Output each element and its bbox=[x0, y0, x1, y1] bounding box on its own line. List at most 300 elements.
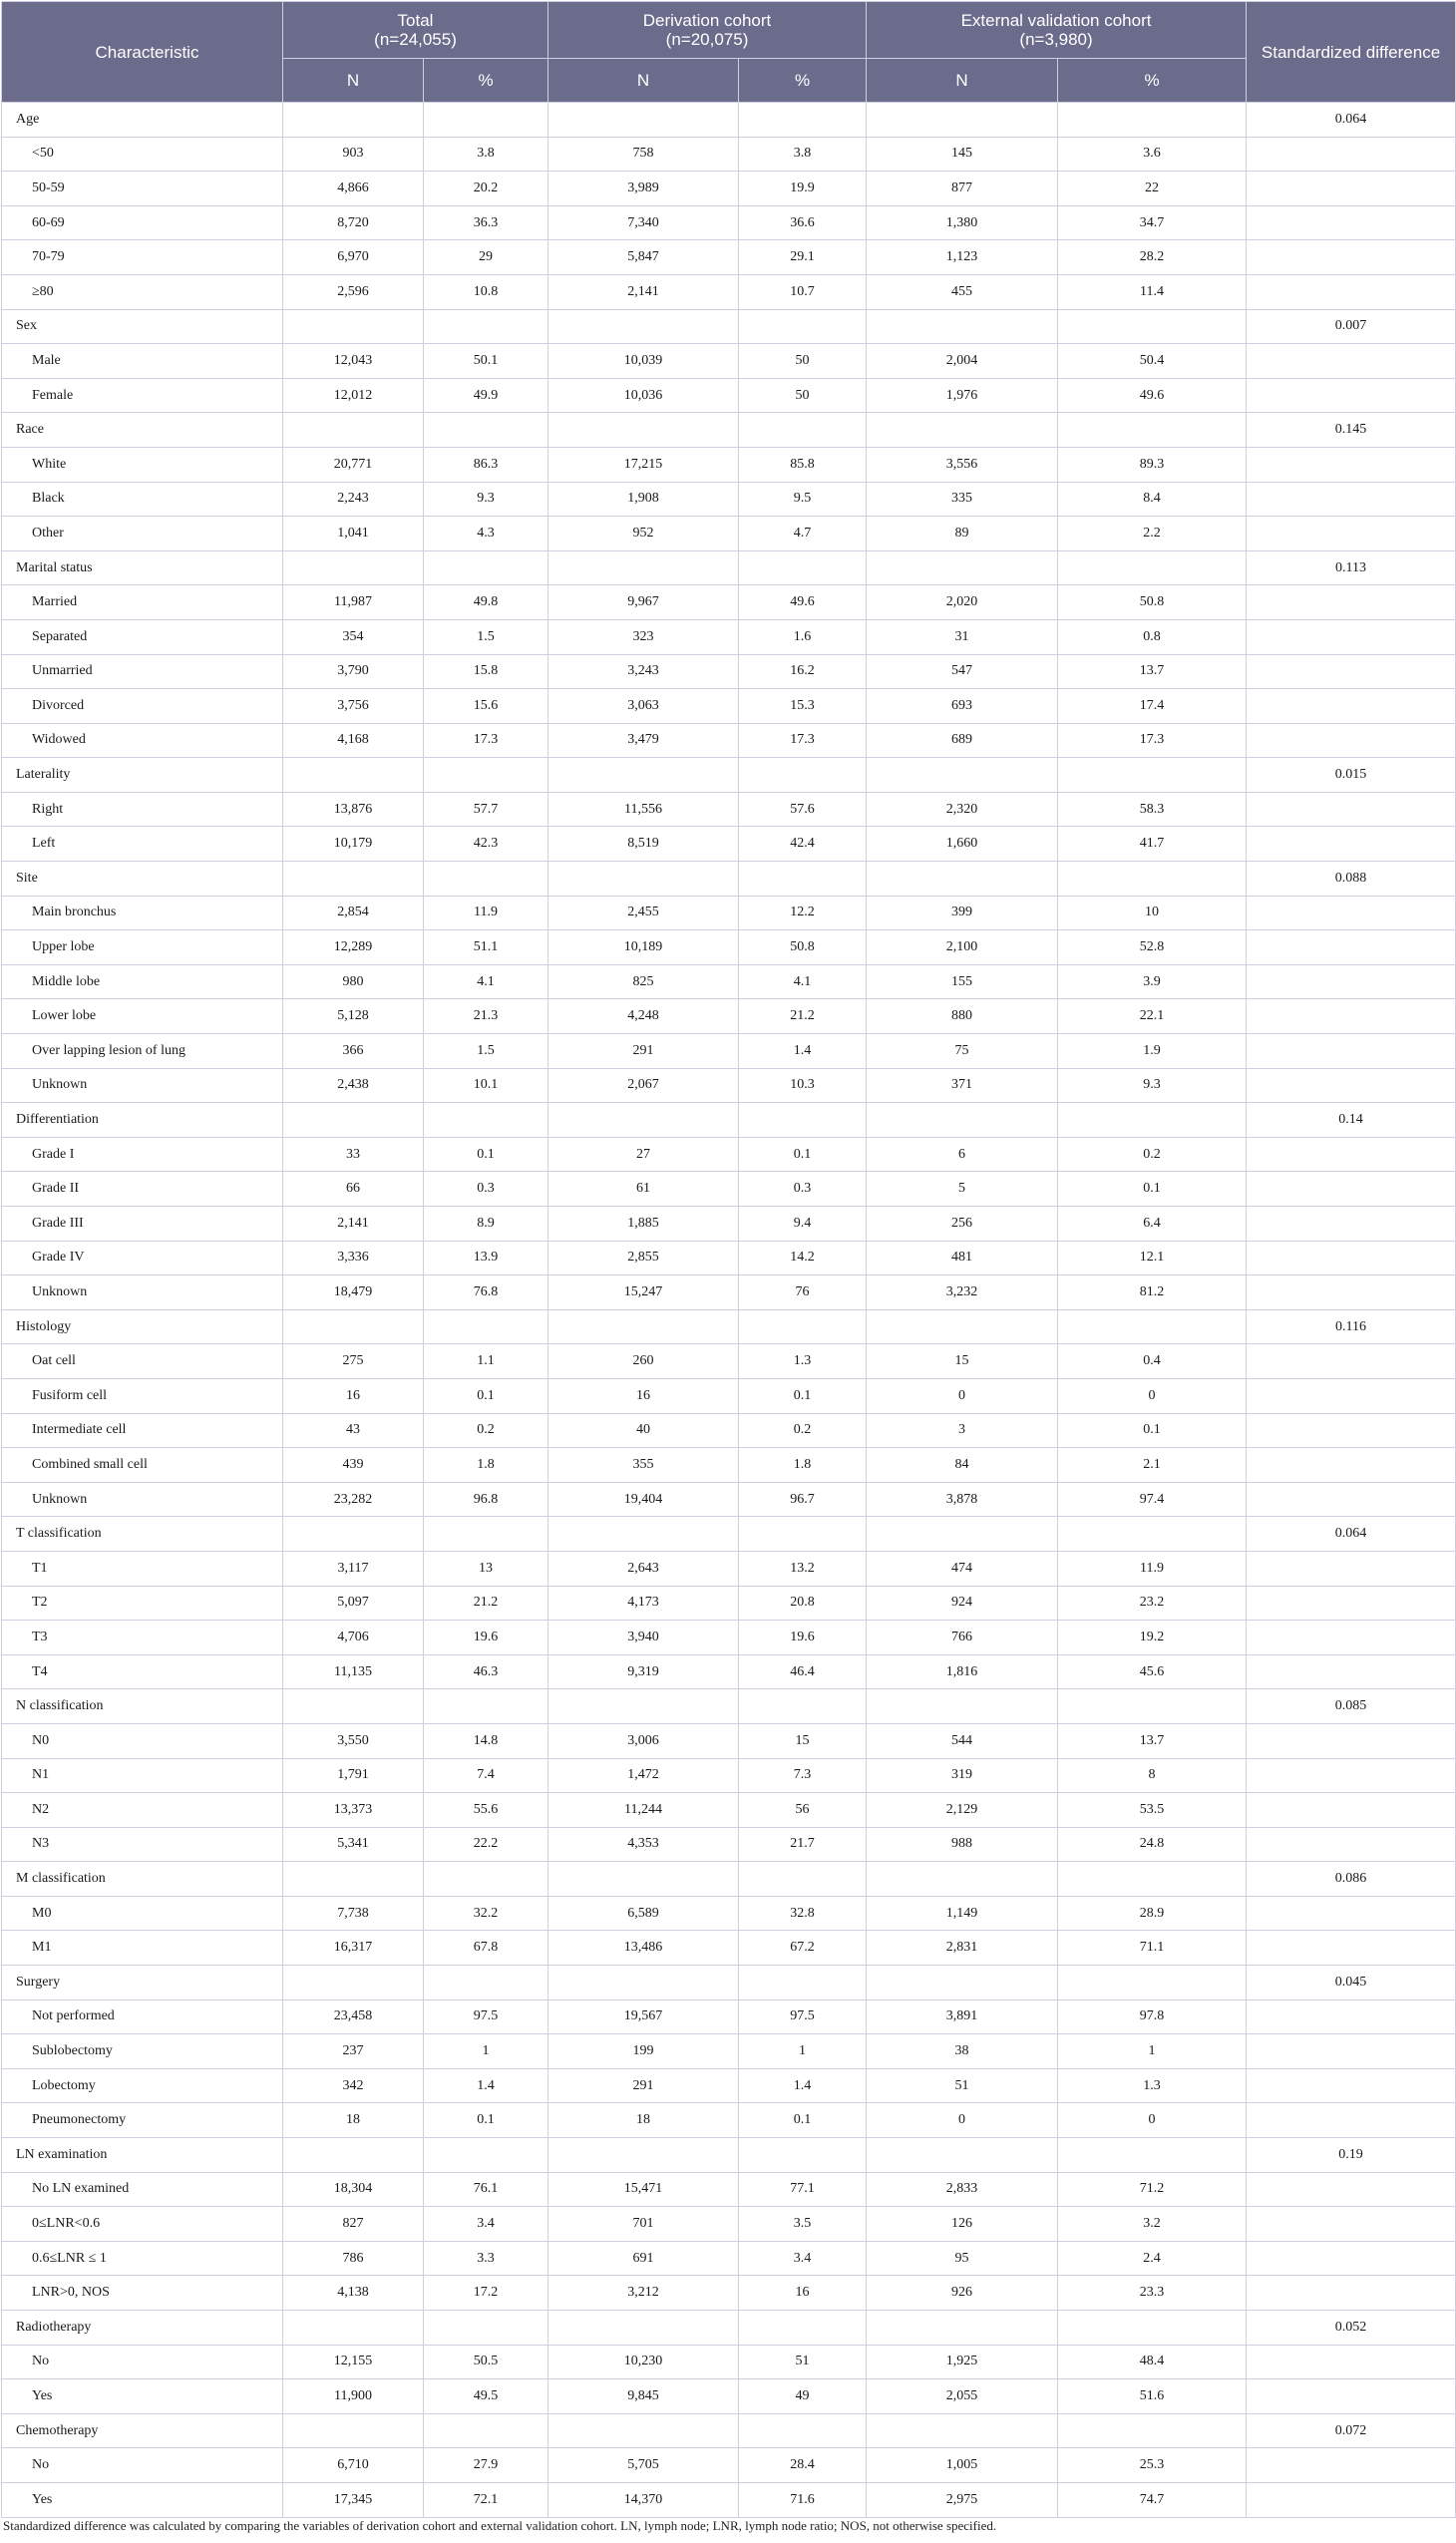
standardized-difference-value: 0.14 bbox=[1247, 1103, 1456, 1138]
derivation-pct: 0.1 bbox=[739, 2103, 867, 2138]
derivation-pct: 97.5 bbox=[739, 1999, 867, 2034]
validation-pct: 1.3 bbox=[1058, 2068, 1247, 2103]
total-pct: 96.8 bbox=[424, 1482, 548, 1517]
table-row bbox=[2, 2103, 1456, 2138]
empty-cell bbox=[424, 550, 548, 585]
row-label: Female bbox=[2, 378, 283, 413]
total-pct: 10.1 bbox=[424, 1068, 548, 1103]
validation-pct: 2.4 bbox=[1058, 2241, 1247, 2276]
total-n: 23,458 bbox=[283, 1999, 424, 2034]
table-row bbox=[2, 2034, 1456, 2069]
validation-pct: 8 bbox=[1058, 1758, 1247, 1793]
table-row bbox=[2, 1241, 1456, 1275]
total-pct: 0.1 bbox=[424, 2103, 548, 2138]
derivation-pct: 21.2 bbox=[739, 999, 867, 1034]
table-row bbox=[2, 137, 1456, 172]
row-label: Fusiform cell bbox=[2, 1378, 283, 1413]
total-pct: 1.8 bbox=[424, 1448, 548, 1483]
derivation-n: 691 bbox=[548, 2241, 739, 2276]
table-row bbox=[2, 1413, 1456, 1448]
table-row bbox=[2, 1207, 1456, 1242]
total-pct: 50.1 bbox=[424, 344, 548, 379]
standardized-difference-value: 0.045 bbox=[1247, 1966, 1456, 2000]
total-n: 4,706 bbox=[283, 1621, 424, 1655]
header-derivation bbox=[548, 2, 867, 59]
validation-pct: 0.4 bbox=[1058, 1344, 1247, 1379]
empty-cell bbox=[867, 2311, 1058, 2346]
total-pct: 72.1 bbox=[424, 2482, 548, 2517]
empty-cell bbox=[867, 1103, 1058, 1138]
validation-pct: 74.7 bbox=[1058, 2482, 1247, 2517]
derivation-pct: 16 bbox=[739, 2276, 867, 2311]
total-n: 16 bbox=[283, 1378, 424, 1413]
standardized-difference-value: 0.072 bbox=[1247, 2413, 1456, 2448]
total-n: 18 bbox=[283, 2103, 424, 2138]
empty-cell bbox=[739, 1103, 867, 1138]
empty-cell bbox=[1058, 2413, 1247, 2448]
derivation-pct: 0.1 bbox=[739, 1137, 867, 1172]
table-row bbox=[2, 1999, 1456, 2034]
empty-cell bbox=[1247, 205, 1456, 240]
row-label: T2 bbox=[2, 1586, 283, 1621]
empty-cell bbox=[1247, 1172, 1456, 1207]
baseline-characteristics-table-wrapper bbox=[1, 1, 1455, 2518]
row-label: Grade I bbox=[2, 1137, 283, 1172]
header-validation-n-label: N bbox=[867, 59, 1058, 103]
row-label: No LN examined bbox=[2, 2172, 283, 2207]
validation-n: 2,129 bbox=[867, 1793, 1058, 1828]
header-total-pct-label: % bbox=[424, 59, 548, 103]
empty-cell bbox=[283, 550, 424, 585]
validation-n: 880 bbox=[867, 999, 1058, 1034]
table-row bbox=[2, 723, 1456, 758]
empty-cell bbox=[283, 2311, 424, 2346]
row-label: Male bbox=[2, 344, 283, 379]
total-n: 12,155 bbox=[283, 2345, 424, 2379]
empty-cell bbox=[1247, 2241, 1456, 2276]
empty-cell bbox=[1247, 2276, 1456, 2311]
total-pct: 17.3 bbox=[424, 723, 548, 758]
total-n: 10,179 bbox=[283, 827, 424, 862]
header-total-title: Total bbox=[397, 11, 434, 30]
empty-cell bbox=[867, 1309, 1058, 1344]
category-label: T classification bbox=[2, 1517, 283, 1552]
derivation-pct: 85.8 bbox=[739, 447, 867, 482]
row-label: Left bbox=[2, 827, 283, 862]
validation-pct: 41.7 bbox=[1058, 827, 1247, 862]
row-label: Combined small cell bbox=[2, 1448, 283, 1483]
row-label: ≥80 bbox=[2, 274, 283, 309]
derivation-n: 6,589 bbox=[548, 1896, 739, 1931]
row-label: Unknown bbox=[2, 1482, 283, 1517]
row-label: T1 bbox=[2, 1551, 283, 1586]
empty-cell bbox=[1247, 999, 1456, 1034]
total-pct: 1.1 bbox=[424, 1344, 548, 1379]
row-label: Yes bbox=[2, 2379, 283, 2414]
category-row bbox=[2, 1966, 1456, 2000]
standardized-difference-value: 0.19 bbox=[1247, 2138, 1456, 2173]
empty-cell bbox=[1058, 2311, 1247, 2346]
standardized-difference-value: 0.052 bbox=[1247, 2311, 1456, 2346]
empty-cell bbox=[283, 2138, 424, 2173]
validation-n: 544 bbox=[867, 1723, 1058, 1758]
empty-cell bbox=[424, 2311, 548, 2346]
table-row bbox=[2, 619, 1456, 654]
table-body bbox=[2, 103, 1456, 2518]
table-row bbox=[2, 2241, 1456, 2276]
category-label: Age bbox=[2, 103, 283, 138]
table-row bbox=[2, 2482, 1456, 2517]
empty-cell bbox=[739, 309, 867, 344]
empty-cell bbox=[739, 862, 867, 897]
table-row bbox=[2, 689, 1456, 724]
derivation-n: 291 bbox=[548, 2068, 739, 2103]
table-row bbox=[2, 2379, 1456, 2414]
validation-pct: 53.5 bbox=[1058, 1793, 1247, 1828]
derivation-pct: 16.2 bbox=[739, 654, 867, 689]
empty-cell bbox=[1058, 1862, 1247, 1897]
derivation-pct: 15.3 bbox=[739, 689, 867, 724]
table-row bbox=[2, 1827, 1456, 1862]
category-label: Sex bbox=[2, 309, 283, 344]
total-n: 12,012 bbox=[283, 378, 424, 413]
empty-cell bbox=[1247, 274, 1456, 309]
standardized-difference-value: 0.085 bbox=[1247, 1689, 1456, 1724]
row-label: Grade III bbox=[2, 1207, 283, 1242]
validation-pct: 28.9 bbox=[1058, 1896, 1247, 1931]
table-row bbox=[2, 2068, 1456, 2103]
row-label: Lower lobe bbox=[2, 999, 283, 1034]
row-label: Unknown bbox=[2, 1068, 283, 1103]
validation-n: 1,976 bbox=[867, 378, 1058, 413]
derivation-n: 7,340 bbox=[548, 205, 739, 240]
total-pct: 21.2 bbox=[424, 1586, 548, 1621]
derivation-n: 15,471 bbox=[548, 2172, 739, 2207]
empty-cell bbox=[283, 1517, 424, 1552]
empty-cell bbox=[1247, 689, 1456, 724]
total-pct: 0.1 bbox=[424, 1378, 548, 1413]
validation-n: 319 bbox=[867, 1758, 1058, 1793]
empty-cell bbox=[1247, 1344, 1456, 1379]
derivation-pct: 19.9 bbox=[739, 172, 867, 206]
empty-cell bbox=[424, 1309, 548, 1344]
total-n: 5,097 bbox=[283, 1586, 424, 1621]
validation-pct: 45.6 bbox=[1058, 1654, 1247, 1689]
total-n: 3,117 bbox=[283, 1551, 424, 1586]
empty-cell bbox=[867, 550, 1058, 585]
total-n: 3,790 bbox=[283, 654, 424, 689]
derivation-pct: 1.8 bbox=[739, 1448, 867, 1483]
empty-cell bbox=[1058, 1517, 1247, 1552]
row-label: LNR>0, NOS bbox=[2, 2276, 283, 2311]
validation-pct: 0 bbox=[1058, 1378, 1247, 1413]
category-row bbox=[2, 2311, 1456, 2346]
validation-n: 481 bbox=[867, 1241, 1058, 1275]
empty-cell bbox=[867, 2138, 1058, 2173]
derivation-n: 1,908 bbox=[548, 482, 739, 517]
derivation-n: 4,173 bbox=[548, 1586, 739, 1621]
derivation-n: 10,039 bbox=[548, 344, 739, 379]
empty-cell bbox=[1247, 1723, 1456, 1758]
derivation-n: 14,370 bbox=[548, 2482, 739, 2517]
validation-n: 474 bbox=[867, 1551, 1058, 1586]
total-n: 11,987 bbox=[283, 585, 424, 620]
table-row bbox=[2, 1448, 1456, 1483]
row-label: N1 bbox=[2, 1758, 283, 1793]
table-row bbox=[2, 1586, 1456, 1621]
derivation-pct: 21.7 bbox=[739, 1827, 867, 1862]
category-row bbox=[2, 103, 1456, 138]
derivation-pct: 1.6 bbox=[739, 619, 867, 654]
empty-cell bbox=[1058, 1103, 1247, 1138]
validation-pct: 13.7 bbox=[1058, 1723, 1247, 1758]
standardized-difference-value: 0.007 bbox=[1247, 309, 1456, 344]
derivation-pct: 3.8 bbox=[739, 137, 867, 172]
empty-cell bbox=[739, 413, 867, 448]
empty-cell bbox=[739, 1689, 867, 1724]
validation-n: 335 bbox=[867, 482, 1058, 517]
table-row bbox=[2, 240, 1456, 275]
empty-cell bbox=[1247, 447, 1456, 482]
table-row bbox=[2, 2207, 1456, 2242]
total-n: 1,791 bbox=[283, 1758, 424, 1793]
row-label: Right bbox=[2, 792, 283, 827]
validation-pct: 25.3 bbox=[1058, 2448, 1247, 2483]
total-n: 2,141 bbox=[283, 1207, 424, 1242]
derivation-n: 1,885 bbox=[548, 1207, 739, 1242]
derivation-n: 61 bbox=[548, 1172, 739, 1207]
derivation-n: 3,479 bbox=[548, 723, 739, 758]
empty-cell bbox=[1247, 1482, 1456, 1517]
total-pct: 13.9 bbox=[424, 1241, 548, 1275]
validation-n: 0 bbox=[867, 1378, 1058, 1413]
empty-cell bbox=[1247, 2172, 1456, 2207]
row-label: Lobectomy bbox=[2, 2068, 283, 2103]
standardized-difference-value: 0.113 bbox=[1247, 550, 1456, 585]
validation-n: 0 bbox=[867, 2103, 1058, 2138]
empty-cell bbox=[1058, 862, 1247, 897]
table-row bbox=[2, 2345, 1456, 2379]
category-label: Race bbox=[2, 413, 283, 448]
derivation-pct: 13.2 bbox=[739, 1551, 867, 1586]
total-pct: 4.3 bbox=[424, 517, 548, 551]
empty-cell bbox=[1058, 1966, 1247, 2000]
header-total-n: (n=24,055) bbox=[374, 30, 457, 49]
standardized-difference-value: 0.086 bbox=[1247, 1862, 1456, 1897]
category-row bbox=[2, 1309, 1456, 1344]
derivation-n: 4,353 bbox=[548, 1827, 739, 1862]
total-pct: 4.1 bbox=[424, 964, 548, 999]
category-row bbox=[2, 1517, 1456, 1552]
total-pct: 50.5 bbox=[424, 2345, 548, 2379]
total-n: 342 bbox=[283, 2068, 424, 2103]
validation-pct: 24.8 bbox=[1058, 1827, 1247, 1862]
empty-cell bbox=[1247, 1586, 1456, 1621]
empty-cell bbox=[424, 103, 548, 138]
total-n: 3,550 bbox=[283, 1723, 424, 1758]
validation-n: 399 bbox=[867, 896, 1058, 930]
empty-cell bbox=[867, 309, 1058, 344]
empty-cell bbox=[1058, 309, 1247, 344]
validation-n: 924 bbox=[867, 1586, 1058, 1621]
derivation-pct: 50 bbox=[739, 378, 867, 413]
total-pct: 29 bbox=[424, 240, 548, 275]
row-label: N3 bbox=[2, 1827, 283, 1862]
validation-n: 145 bbox=[867, 137, 1058, 172]
validation-n: 1,123 bbox=[867, 240, 1058, 275]
total-pct: 0.3 bbox=[424, 1172, 548, 1207]
header-validation bbox=[867, 2, 1247, 59]
validation-pct: 23.2 bbox=[1058, 1586, 1247, 1621]
derivation-pct: 0.1 bbox=[739, 1378, 867, 1413]
category-label: M classification bbox=[2, 1862, 283, 1897]
validation-pct: 19.2 bbox=[1058, 1621, 1247, 1655]
validation-pct: 28.2 bbox=[1058, 240, 1247, 275]
empty-cell bbox=[283, 1103, 424, 1138]
total-pct: 21.3 bbox=[424, 999, 548, 1034]
validation-n: 689 bbox=[867, 723, 1058, 758]
total-n: 237 bbox=[283, 2034, 424, 2069]
header-total bbox=[283, 2, 548, 59]
empty-cell bbox=[739, 103, 867, 138]
empty-cell bbox=[424, 862, 548, 897]
derivation-pct: 36.6 bbox=[739, 205, 867, 240]
derivation-pct: 76 bbox=[739, 1275, 867, 1310]
row-label: Oat cell bbox=[2, 1344, 283, 1379]
total-n: 13,876 bbox=[283, 792, 424, 827]
row-label: No bbox=[2, 2448, 283, 2483]
empty-cell bbox=[1247, 172, 1456, 206]
standardized-difference-value: 0.116 bbox=[1247, 1309, 1456, 1344]
total-pct: 36.3 bbox=[424, 205, 548, 240]
empty-cell bbox=[1247, 964, 1456, 999]
empty-cell bbox=[1058, 758, 1247, 793]
empty-cell bbox=[739, 758, 867, 793]
derivation-pct: 10.3 bbox=[739, 1068, 867, 1103]
category-row bbox=[2, 2138, 1456, 2173]
validation-n: 3,878 bbox=[867, 1482, 1058, 1517]
derivation-pct: 67.2 bbox=[739, 1931, 867, 1966]
validation-n: 926 bbox=[867, 2276, 1058, 2311]
row-label: T3 bbox=[2, 1621, 283, 1655]
total-pct: 1.4 bbox=[424, 2068, 548, 2103]
header-derivation-pct-label: % bbox=[739, 59, 867, 103]
validation-n: 1,660 bbox=[867, 827, 1058, 862]
empty-cell bbox=[1247, 482, 1456, 517]
empty-cell bbox=[424, 2413, 548, 2448]
total-n: 2,854 bbox=[283, 896, 424, 930]
empty-cell bbox=[1247, 827, 1456, 862]
derivation-n: 13,486 bbox=[548, 1931, 739, 1966]
derivation-pct: 3.5 bbox=[739, 2207, 867, 2242]
empty-cell bbox=[739, 2413, 867, 2448]
table-row bbox=[2, 1344, 1456, 1379]
row-label: Widowed bbox=[2, 723, 283, 758]
validation-pct: 6.4 bbox=[1058, 1207, 1247, 1242]
derivation-n: 17,215 bbox=[548, 447, 739, 482]
total-pct: 1 bbox=[424, 2034, 548, 2069]
total-n: 980 bbox=[283, 964, 424, 999]
total-n: 7,738 bbox=[283, 1896, 424, 1931]
table-row bbox=[2, 1275, 1456, 1310]
total-n: 12,043 bbox=[283, 344, 424, 379]
derivation-pct: 29.1 bbox=[739, 240, 867, 275]
validation-n: 1,149 bbox=[867, 1896, 1058, 1931]
empty-cell bbox=[424, 758, 548, 793]
category-row bbox=[2, 1862, 1456, 1897]
category-row bbox=[2, 413, 1456, 448]
total-n: 354 bbox=[283, 619, 424, 654]
total-pct: 76.8 bbox=[424, 1275, 548, 1310]
row-label: Grade IV bbox=[2, 1241, 283, 1275]
validation-n: 2,320 bbox=[867, 792, 1058, 827]
empty-cell bbox=[1058, 550, 1247, 585]
empty-cell bbox=[739, 1862, 867, 1897]
row-label: 0≤LNR<0.6 bbox=[2, 2207, 283, 2242]
table-row bbox=[2, 378, 1456, 413]
validation-pct: 23.3 bbox=[1058, 2276, 1247, 2311]
derivation-pct: 12.2 bbox=[739, 896, 867, 930]
total-n: 43 bbox=[283, 1413, 424, 1448]
derivation-n: 3,940 bbox=[548, 1621, 739, 1655]
total-pct: 97.5 bbox=[424, 1999, 548, 2034]
total-pct: 14.8 bbox=[424, 1723, 548, 1758]
total-n: 17,345 bbox=[283, 2482, 424, 2517]
validation-pct: 48.4 bbox=[1058, 2345, 1247, 2379]
total-pct: 15.6 bbox=[424, 689, 548, 724]
validation-n: 1,380 bbox=[867, 205, 1058, 240]
total-pct: 3.4 bbox=[424, 2207, 548, 2242]
table-row bbox=[2, 792, 1456, 827]
derivation-pct: 77.1 bbox=[739, 2172, 867, 2207]
derivation-n: 8,519 bbox=[548, 827, 739, 862]
derivation-n: 9,967 bbox=[548, 585, 739, 620]
total-n: 6,710 bbox=[283, 2448, 424, 2483]
empty-cell bbox=[867, 1966, 1058, 2000]
total-n: 827 bbox=[283, 2207, 424, 2242]
total-n: 3,756 bbox=[283, 689, 424, 724]
empty-cell bbox=[283, 758, 424, 793]
total-n: 3,336 bbox=[283, 1241, 424, 1275]
empty-cell bbox=[548, 1309, 739, 1344]
empty-cell bbox=[1058, 413, 1247, 448]
derivation-pct: 1.4 bbox=[739, 1034, 867, 1069]
header-derivation-n: (n=20,075) bbox=[665, 30, 749, 49]
table-row bbox=[2, 827, 1456, 862]
empty-cell bbox=[283, 2413, 424, 2448]
row-label: No bbox=[2, 2345, 283, 2379]
header-standardized-difference: Standardized difference bbox=[1247, 2, 1456, 103]
total-n: 12,289 bbox=[283, 930, 424, 965]
empty-cell bbox=[1247, 240, 1456, 275]
derivation-n: 260 bbox=[548, 1344, 739, 1379]
derivation-pct: 56 bbox=[739, 1793, 867, 1828]
empty-cell bbox=[1247, 517, 1456, 551]
table-row bbox=[2, 999, 1456, 1034]
validation-n: 371 bbox=[867, 1068, 1058, 1103]
validation-pct: 0.8 bbox=[1058, 619, 1247, 654]
row-label: 60-69 bbox=[2, 205, 283, 240]
empty-cell bbox=[739, 2311, 867, 2346]
row-label: N0 bbox=[2, 1723, 283, 1758]
table-row bbox=[2, 1551, 1456, 1586]
row-label: Upper lobe bbox=[2, 930, 283, 965]
total-pct: 9.3 bbox=[424, 482, 548, 517]
total-n: 439 bbox=[283, 1448, 424, 1483]
validation-pct: 89.3 bbox=[1058, 447, 1247, 482]
derivation-pct: 4.1 bbox=[739, 964, 867, 999]
header-total-n-label: N bbox=[283, 59, 424, 103]
